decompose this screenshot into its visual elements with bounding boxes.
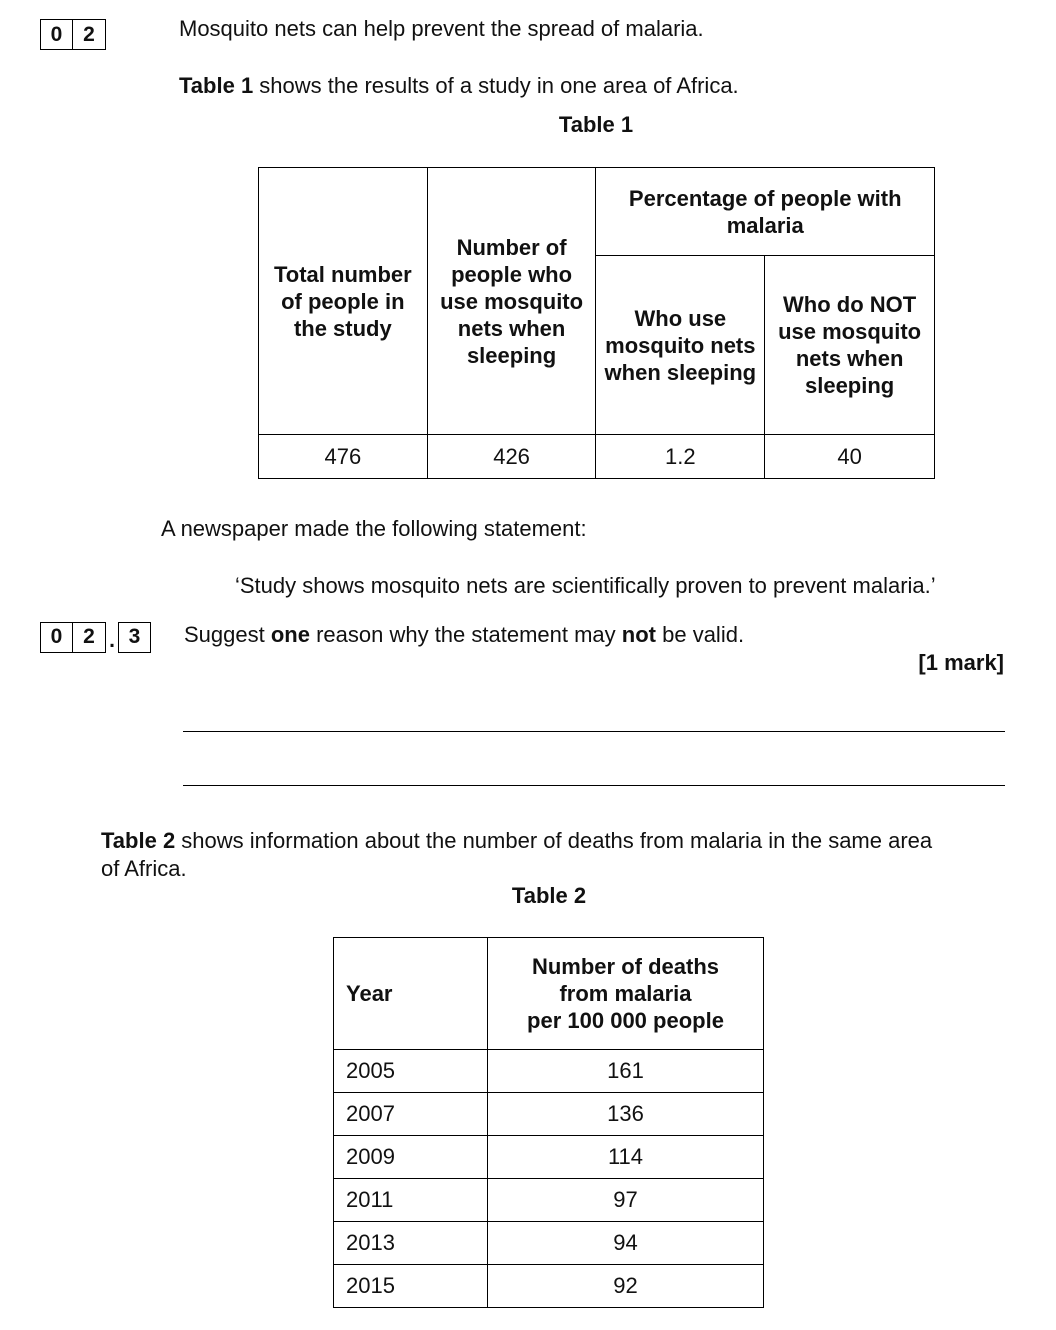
table2-year: 2015 xyxy=(334,1265,488,1308)
table2-year: 2005 xyxy=(334,1050,488,1093)
subquestion-sub-digit: 3 xyxy=(118,622,151,653)
table2-intro-line1 xyxy=(101,828,932,854)
table-row xyxy=(259,435,935,479)
question-number-box xyxy=(40,19,106,50)
statement-quote: ‘Study shows mosquito nets are scientifically proven to prevent malaria.’ xyxy=(235,573,936,598)
table2-deaths: 136 xyxy=(488,1093,764,1136)
subquestion-dot: . xyxy=(109,629,115,652)
table2-year: 2013 xyxy=(334,1222,488,1265)
table2-deaths: 114 xyxy=(488,1136,764,1179)
table1-header-use-nets: Number of people who use mosquito nets when sleeping xyxy=(427,168,596,435)
table1-title: Table 1 xyxy=(558,112,634,137)
table1-header-who-not-use: Who do NOT use mosquito nets when sleeping xyxy=(765,256,935,435)
question-intro: Mosquito nets can help prevent the spread of malaria. xyxy=(179,16,704,41)
table2-deaths: 94 xyxy=(488,1222,764,1265)
table-row xyxy=(334,1050,764,1093)
table2 xyxy=(333,937,764,1308)
table1-cell-pct-use: 1.2 xyxy=(596,435,765,479)
marks-label: [1 mark] xyxy=(918,650,1004,675)
table-row xyxy=(334,1179,764,1222)
table1-intro-rest: shows the results of a study in one area of Africa. xyxy=(253,73,739,98)
subquestion-text-1: Suggest xyxy=(184,622,271,647)
answer-line[interactable] xyxy=(183,785,1005,786)
statement-lead: A newspaper made the following statement: xyxy=(161,516,587,541)
table1-intro xyxy=(179,73,739,99)
subquestion-text-3: be valid. xyxy=(656,622,745,647)
table2-year: 2011 xyxy=(334,1179,488,1222)
table2-year: 2007 xyxy=(334,1093,488,1136)
table-row xyxy=(334,1093,764,1136)
answer-line[interactable] xyxy=(183,731,1005,732)
subquestion-digit: 2 xyxy=(73,622,106,653)
table2-header-year: Year xyxy=(334,938,488,1050)
question-digit: 0 xyxy=(40,19,73,50)
table-row xyxy=(334,1265,764,1308)
table2-deaths: 92 xyxy=(488,1265,764,1308)
table2-header-deaths-line1: Number of deaths xyxy=(531,954,720,979)
subquestion-digit: 0 xyxy=(40,622,73,653)
table2-title: Table 2 xyxy=(511,883,587,908)
table1-cell-use-nets: 426 xyxy=(427,435,596,479)
subquestion-number-box xyxy=(40,621,151,653)
table1-cell-total: 476 xyxy=(259,435,428,479)
table2-deaths: 161 xyxy=(488,1050,764,1093)
table1-header-who-use: Who use mosquito nets when sleeping xyxy=(596,256,765,435)
subquestion-bold-1: one xyxy=(270,622,310,647)
subquestion-bold-2: not xyxy=(621,622,656,647)
table1-cell-pct-not-use: 40 xyxy=(765,435,935,479)
table2-intro-rest: shows information about the number of deaths from malaria in the same area xyxy=(175,828,933,853)
table1 xyxy=(258,167,935,479)
table1-intro-bold: Table 1 xyxy=(179,73,254,98)
table2-year: 2009 xyxy=(334,1136,488,1179)
table-row xyxy=(334,1136,764,1179)
table2-header-deaths xyxy=(488,938,764,1050)
table1-header-total: Total number of people in the study xyxy=(259,168,428,435)
table2-intro-line2: of Africa. xyxy=(101,856,187,881)
table2-header-deaths-line3: per 100 000 people xyxy=(527,1008,724,1033)
subquestion-text-2: reason why the statement may xyxy=(309,622,622,647)
table2-intro-bold: Table 2 xyxy=(101,828,176,853)
question-digit: 2 xyxy=(73,19,106,50)
table2-deaths: 97 xyxy=(488,1179,764,1222)
table2-header-deaths-line2: from malaria xyxy=(559,981,692,1006)
subquestion-text xyxy=(184,622,744,648)
table1-header-percentage: Percentage of people with malaria xyxy=(596,168,935,256)
table-row xyxy=(334,1222,764,1265)
